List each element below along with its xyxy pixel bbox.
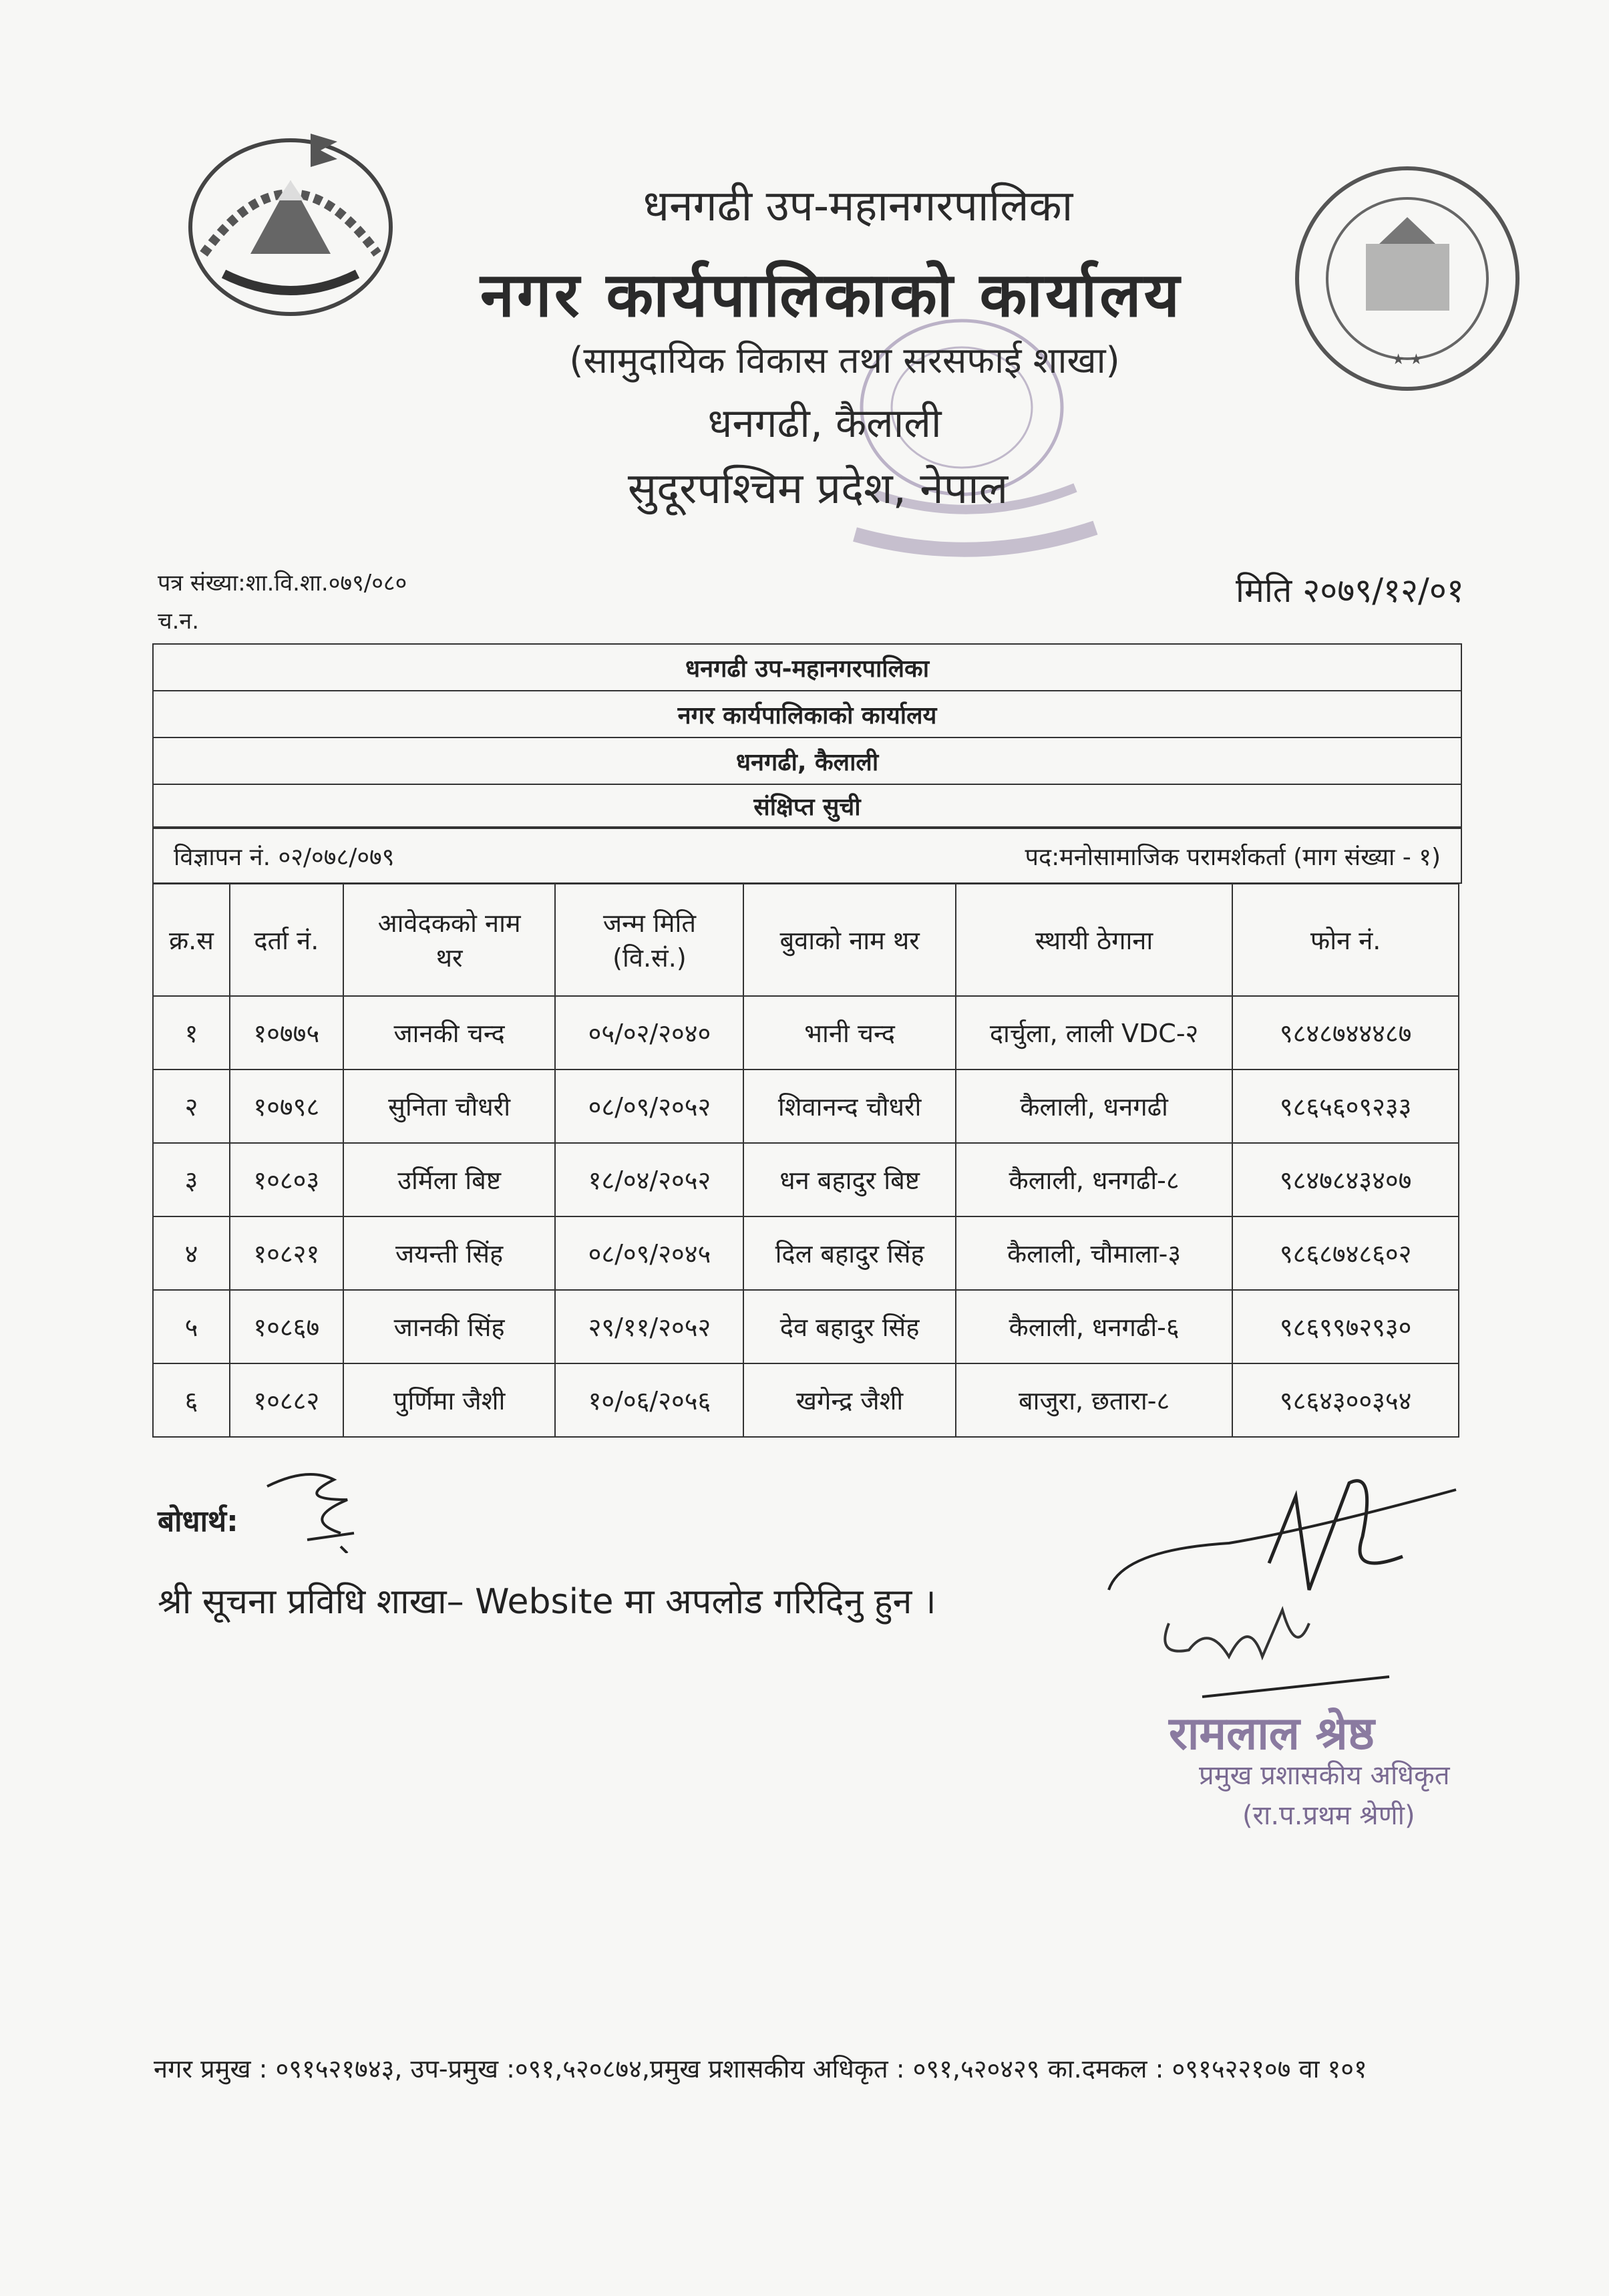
- cell-address: कैलाली, धनगढी-८: [956, 1143, 1232, 1216]
- table-row: [153, 1070, 1459, 1143]
- col-header-reg-no: दर्ता नं.: [230, 884, 343, 996]
- svg-text:★ ★: ★ ★: [1391, 351, 1423, 368]
- cell-father: दिल बहादुर सिंह: [743, 1216, 956, 1290]
- office-location: धनगढी, कैलाली: [707, 400, 942, 447]
- table-row: [153, 1290, 1459, 1363]
- officer-title: प्रमुख प्रशासकीय अधिकृत: [1199, 1760, 1450, 1791]
- col-header-serial: क्र.स: [153, 884, 230, 996]
- table-row: [153, 1363, 1459, 1437]
- cell-address: कैलाली, धनगढी-६: [956, 1290, 1232, 1363]
- cell-reg-no: १०७९८: [230, 1070, 343, 1143]
- upload-note: श्री सूचना प्रविधि शाखा– Website मा अपलोड गरिदिनु हुन ।: [158, 1582, 936, 1622]
- section-name: (सामुदायिक विकास तथा सरसफाई शाखा): [569, 339, 1120, 381]
- cell-serial: १: [153, 996, 230, 1070]
- table-org-line3: धनगढी, कैलाली: [154, 738, 1461, 785]
- cc-label: बोधार्थ:: [158, 1504, 238, 1538]
- office-name: नगर कार्यपालिकाको कार्यालय: [480, 259, 1183, 331]
- cell-dob: ०८/०९/२०४५: [555, 1216, 743, 1290]
- officer-signature-icon: [1095, 1456, 1469, 1710]
- footer-contacts: नगर प्रमुख : ०९१५२१७४३, उप-प्रमुख :०९१,५२०८७४,प्रमुख प्रशासकीय अधिकृत : ०९१,५२०४२९ का.दमकल : ०९१५२२१०७ वा १०१: [154, 2054, 1367, 2084]
- table-org-line2: नगर कार्यपालिकाको कार्यालय: [154, 691, 1461, 738]
- cell-address: दार्चुला, लाली VDC-२: [956, 996, 1232, 1070]
- cell-reg-no: १०८०३: [230, 1143, 343, 1216]
- initial-signature-icon: [254, 1460, 387, 1553]
- cell-serial: ५: [153, 1290, 230, 1363]
- col-header-father: बुवाको नाम थर: [743, 884, 956, 996]
- col-header-dob: जन्म मिति (वि.सं.): [555, 884, 743, 996]
- cell-father: भानी चन्द: [743, 996, 956, 1070]
- table-header-row: [153, 884, 1459, 996]
- cell-father: शिवानन्द चौधरी: [743, 1070, 956, 1143]
- cell-dob: १०/०६/२०५६: [555, 1363, 743, 1437]
- cell-reg-no: १०७७५: [230, 996, 343, 1070]
- letter-number: पत्र संख्या:शा.वि.शा.०७९/०८०: [158, 570, 407, 597]
- cell-applicant: जानकी सिंह: [343, 1290, 556, 1363]
- table-list-title: संक्षिप्त सुची: [154, 785, 1461, 828]
- cell-phone: ९८४७८४३४०७: [1232, 1143, 1459, 1216]
- table-row: [153, 1216, 1459, 1290]
- cell-serial: ६: [153, 1363, 230, 1437]
- table-row: [153, 1143, 1459, 1216]
- shortlist-header-block: [152, 643, 1462, 884]
- cell-phone: ९८६४३००३५४: [1232, 1363, 1459, 1437]
- table-meta-row: [154, 828, 1461, 882]
- cell-dob: २९/११/२०५२: [555, 1290, 743, 1363]
- col-header-phone: फोन नं.: [1232, 884, 1459, 996]
- cell-phone: ९८६८७४८६०२: [1232, 1216, 1459, 1290]
- shortlist-table: [152, 883, 1459, 1438]
- municipality-name: धनगढी उप-महानगरपालिका: [643, 182, 1073, 231]
- cell-address: कैलाली, धनगढी: [956, 1070, 1232, 1143]
- cell-reg-no: १०८२१: [230, 1216, 343, 1290]
- post-name: पद:मनोसामाजिक परामर्शकर्ता (माग संख्या - १): [1025, 843, 1441, 871]
- cell-serial: २: [153, 1070, 230, 1143]
- cell-dob: ०५/०२/२०४०: [555, 996, 743, 1070]
- cell-address: कैलाली, चौमाला-३: [956, 1216, 1232, 1290]
- col-header-address: स्थायी ठेगाना: [956, 884, 1232, 996]
- cell-phone: ९८६५६०९२३३: [1232, 1070, 1459, 1143]
- col-header-applicant: आवेदकको नाम थर: [343, 884, 556, 996]
- cell-father: धन बहादुर बिष्ट: [743, 1143, 956, 1216]
- cell-applicant: जयन्ती सिंह: [343, 1216, 556, 1290]
- cell-serial: ३: [153, 1143, 230, 1216]
- table-row: [153, 996, 1459, 1070]
- officer-name: रामलाल श्रेष्ठ: [1169, 1707, 1375, 1760]
- province-country: सुदूरपश्चिम प्रदेश, नेपाल: [627, 464, 1009, 514]
- cell-phone: ९८६९९७२९३०: [1232, 1290, 1459, 1363]
- cell-reg-no: १०८८२: [230, 1363, 343, 1437]
- table-org-line1: धनगढी उप-महानगरपालिका: [154, 645, 1461, 691]
- letter-date: मिति २०७९/१२/०१: [1236, 571, 1464, 610]
- cell-applicant: पुर्णिमा जैशी: [343, 1363, 556, 1437]
- cell-phone: ९८४८७४४४८७: [1232, 996, 1459, 1070]
- cell-dob: ०८/०९/२०५२: [555, 1070, 743, 1143]
- cell-serial: ४: [153, 1216, 230, 1290]
- cell-father: देव बहादुर सिंह: [743, 1290, 956, 1363]
- cell-father: खगेन्द्र जैशी: [743, 1363, 956, 1437]
- advertisement-number: विज्ञापन नं. ०२/०७८/०७९: [174, 843, 395, 871]
- cell-applicant: सुनिता चौधरी: [343, 1070, 556, 1143]
- cell-dob: १८/०४/२०५२: [555, 1143, 743, 1216]
- cell-applicant: उर्मिला बिष्ट: [343, 1143, 556, 1216]
- dispatch-number: च.न.: [158, 608, 200, 635]
- cell-applicant: जानकी चन्द: [343, 996, 556, 1070]
- cell-address: बाजुरा, छतारा-८: [956, 1363, 1232, 1437]
- officer-grade: (रा.प.प्रथम श्रेणी): [1242, 1800, 1415, 1831]
- cell-reg-no: १०८६७: [230, 1290, 343, 1363]
